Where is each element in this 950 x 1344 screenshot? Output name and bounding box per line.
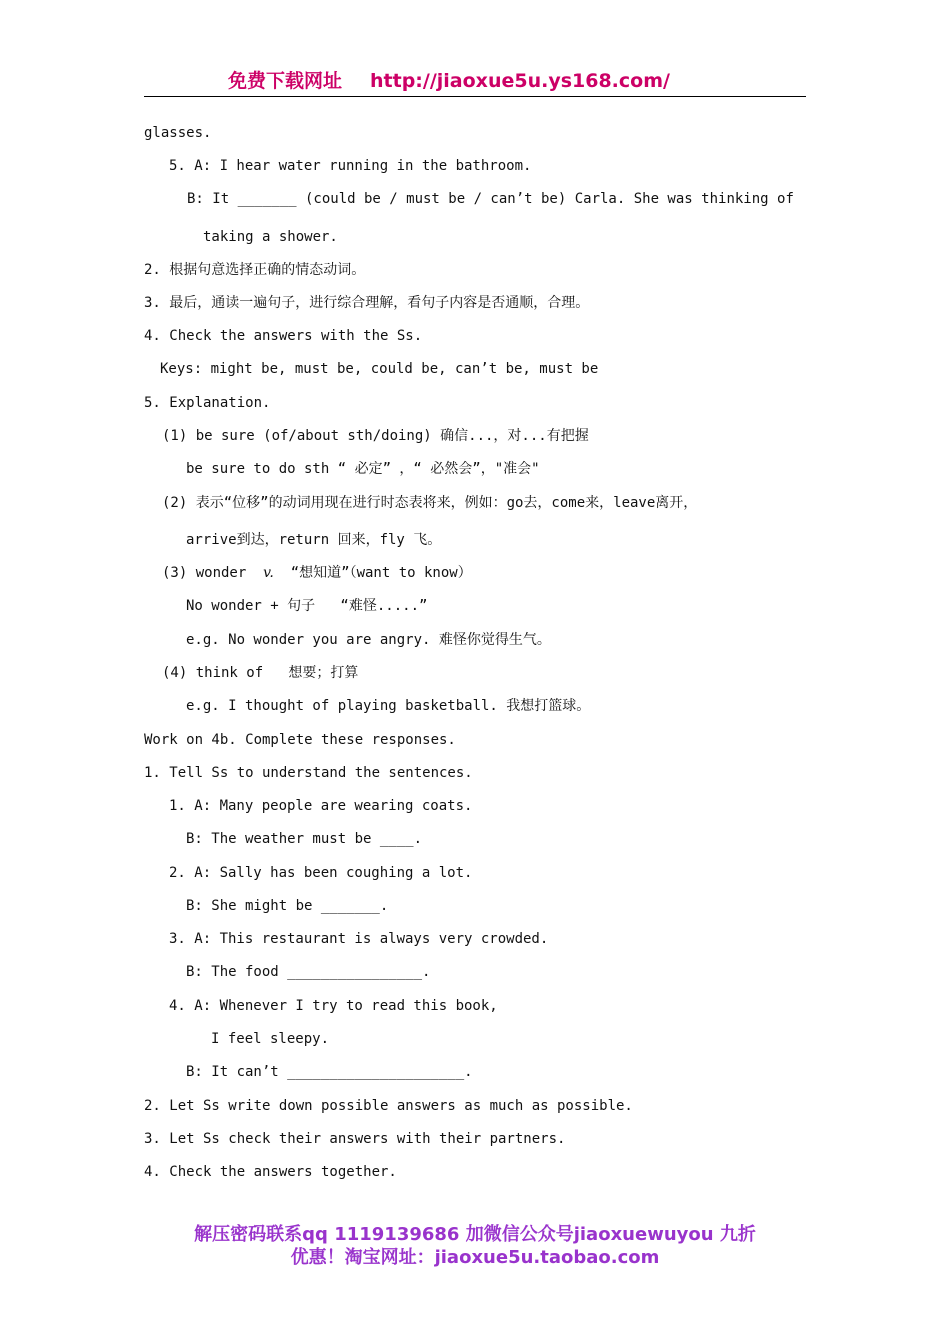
text-segment: (3) wonder (162, 565, 264, 581)
header-url-link[interactable]: http://jiaoxue5u.ys168.com/ (370, 70, 670, 92)
text-line: (4) think of 想要；打算 (162, 665, 359, 681)
text-line: I feel sleepy. (211, 1031, 330, 1047)
text-segment: “想知道”（want to know） (273, 565, 472, 581)
text-line: 3. Let Ss check their answers with their partners. (144, 1131, 566, 1147)
text-line: B: It can’t _____________________. (186, 1064, 473, 1080)
section-heading: 5. Explanation. (144, 395, 271, 411)
text-line: arrive到达，return 回来，fly 飞。 (186, 532, 442, 548)
text-line: be sure to do sth “ 必定” ，“ 必然会”，"准会" (186, 461, 540, 477)
text-line: 5. A: I hear water running in the bathroom. (169, 158, 532, 174)
text-line: glasses. (144, 125, 212, 141)
text-line: e.g. No wonder you are angry. 难怪你觉得生气。 (186, 632, 551, 648)
text-line: 3. 最后，通读一遍句子，进行综合理解，看句子内容是否通顺，合理。 (144, 295, 590, 311)
text-line: 1. A: Many people are wearing coats. (169, 798, 473, 814)
text-line: 4. A: Whenever I try to read this book, (169, 998, 498, 1014)
text-line: e.g. I thought of playing basketball. 我想打篮球。 (186, 698, 591, 714)
text-line (162, 564, 472, 582)
text-line: 2. A: Sally has been coughing a lot. (169, 865, 473, 881)
text-line: (2) 表示“位移”的动词用现在进行时态表将来，例如：go去，come来，leave离开， (162, 495, 698, 511)
text-line: 1. Tell Ss to understand the sentences. (144, 765, 473, 781)
header-download-label: 免费下载网址 (228, 70, 343, 92)
footer-promo-line-2[interactable]: 优惠！淘宝网址：jiaoxue5u.taobao.com (290, 1247, 660, 1268)
text-line: 2. 根据句意选择正确的情态动词。 (144, 262, 366, 278)
text-line: B: It _______ (could be / must be / can’t be) Carla. She was thinking of (187, 191, 794, 207)
page-header (144, 66, 806, 97)
answer-keys: Keys: might be, must be, could be, can’t be, must be (160, 361, 599, 377)
text-line: B: She might be _______. (186, 898, 389, 914)
text-line: 3. A: This restaurant is always very crowded. (169, 931, 549, 947)
header-banner (228, 66, 670, 93)
text-line: B: The food ________________. (186, 964, 431, 980)
text-line: 4. Check the answers with the Ss. (144, 328, 423, 344)
part-of-speech: v. (263, 565, 274, 581)
text-line: 2. Let Ss write down possible answers as much as possible. (144, 1098, 633, 1114)
text-line: No wonder + 句子 “难怪.....” (186, 598, 428, 614)
text-line: B: The weather must be ____. (186, 831, 423, 847)
text-line: 4. Check the answers together. (144, 1164, 397, 1180)
text-line: taking a shower. (203, 229, 338, 245)
text-line: (1) be sure (of/about sth/doing) 确信...，对...有把握 (162, 428, 589, 444)
footer-promo-line-1: 解压密码联系qq 1119139686 加微信公众号jiaoxuewuyou 九折 (194, 1224, 756, 1245)
section-heading: Work on 4b. Complete these responses. (144, 732, 456, 748)
